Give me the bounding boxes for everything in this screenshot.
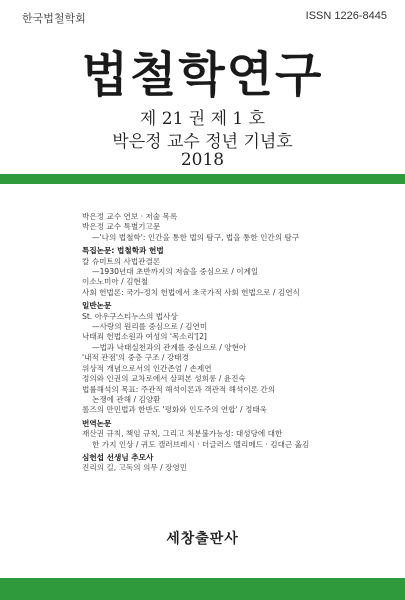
publisher-name: 세창출판사 bbox=[166, 531, 239, 547]
issn-number: ISSN 1226-8445 bbox=[305, 10, 387, 22]
publication-year: 2018 bbox=[180, 150, 225, 170]
toc-subtitle: 한 가지 인상 / 귀도 캘러브레시 · 더글러스 멜리메드 · 김대근 옮김 bbox=[92, 439, 310, 449]
society-name: 한국법철학회 bbox=[22, 12, 86, 25]
toc-subtitle: —1930년대 초반까지의 저술을 중심으로 / 이계일 bbox=[92, 267, 259, 277]
toc-entry: 박은정 교수 특별기고문 bbox=[82, 222, 161, 232]
toc-entry: 롤즈의 만민법과 한반도 '평화와 인도주의 연합' / 정태욱 bbox=[82, 405, 268, 415]
journal-title: 법철학연구 bbox=[81, 47, 324, 103]
toc-section-heading: 심헌섭 선생님 추모사 bbox=[82, 452, 154, 462]
footer-green-band bbox=[0, 578, 405, 600]
toc-entry: 정의와 인권의 교차로에서 살펴본 성희롱 / 윤진숙 bbox=[82, 374, 246, 384]
toc-entry: 사회 헌법론: 국가-정치 헌법에서 초국가적 사회 헌법으로 / 김연식 bbox=[82, 287, 300, 297]
toc-subtitle: —'나의 법철학': 인간을 통한 법의 탐구, 법을 통한 인간의 탐구 bbox=[92, 232, 300, 242]
volume-number: 제 21 권 제 1 호 bbox=[139, 109, 266, 129]
toc-entry: 박은정 교수 연보 · 저술 목록 bbox=[82, 212, 178, 221]
toc-section-heading: 번역논문 bbox=[82, 418, 112, 428]
toc-subtitle: 논쟁에 관해 / 김양환 bbox=[92, 394, 161, 404]
toc-subtitle: —사랑의 원리를 중심으로 / 김연미 bbox=[92, 322, 208, 332]
toc-subtitle: —법과 낙태실천과의 관계를 중심으로 / 양현아 bbox=[92, 342, 247, 352]
toc-entry: 재산권 규칙, 책임 규칙, 그리고 처분불가능성: 대성당에 대한 bbox=[82, 429, 283, 439]
cover-header bbox=[0, 0, 405, 38]
toc-entry: 법률해석의 목표: 주관적 해석이론과 객관적 해석이론 간의 bbox=[82, 384, 276, 394]
toc-entry: 칼 슈미트의 사법관결론 bbox=[82, 256, 161, 266]
green-band bbox=[0, 174, 405, 184]
toc-section-heading: 특집논문: 법철학과 헌법 bbox=[82, 246, 164, 256]
toc-entry: St. 아우구스티누스의 법사상 bbox=[82, 311, 178, 321]
toc-section-heading: 일반논문 bbox=[82, 301, 112, 311]
toc-entry: 이소노미아 / 김현철 bbox=[82, 277, 149, 287]
toc-entry: 위상적 개념으로서의 인간존엄 / 손제연 bbox=[82, 363, 212, 373]
toc-entry: 낙태죄 헌법소원과 여성의 '목소리'[2] bbox=[82, 332, 207, 342]
toc-entry: 진리의 길, 고독의 의무 / 장영민 bbox=[82, 463, 188, 473]
toc-entry: '내적 관점'의 중층 구조 / 강태경 bbox=[82, 353, 189, 363]
special-issue-title: 박은정 교수 정년 기념호 bbox=[112, 132, 293, 152]
table-of-contents bbox=[82, 212, 387, 474]
